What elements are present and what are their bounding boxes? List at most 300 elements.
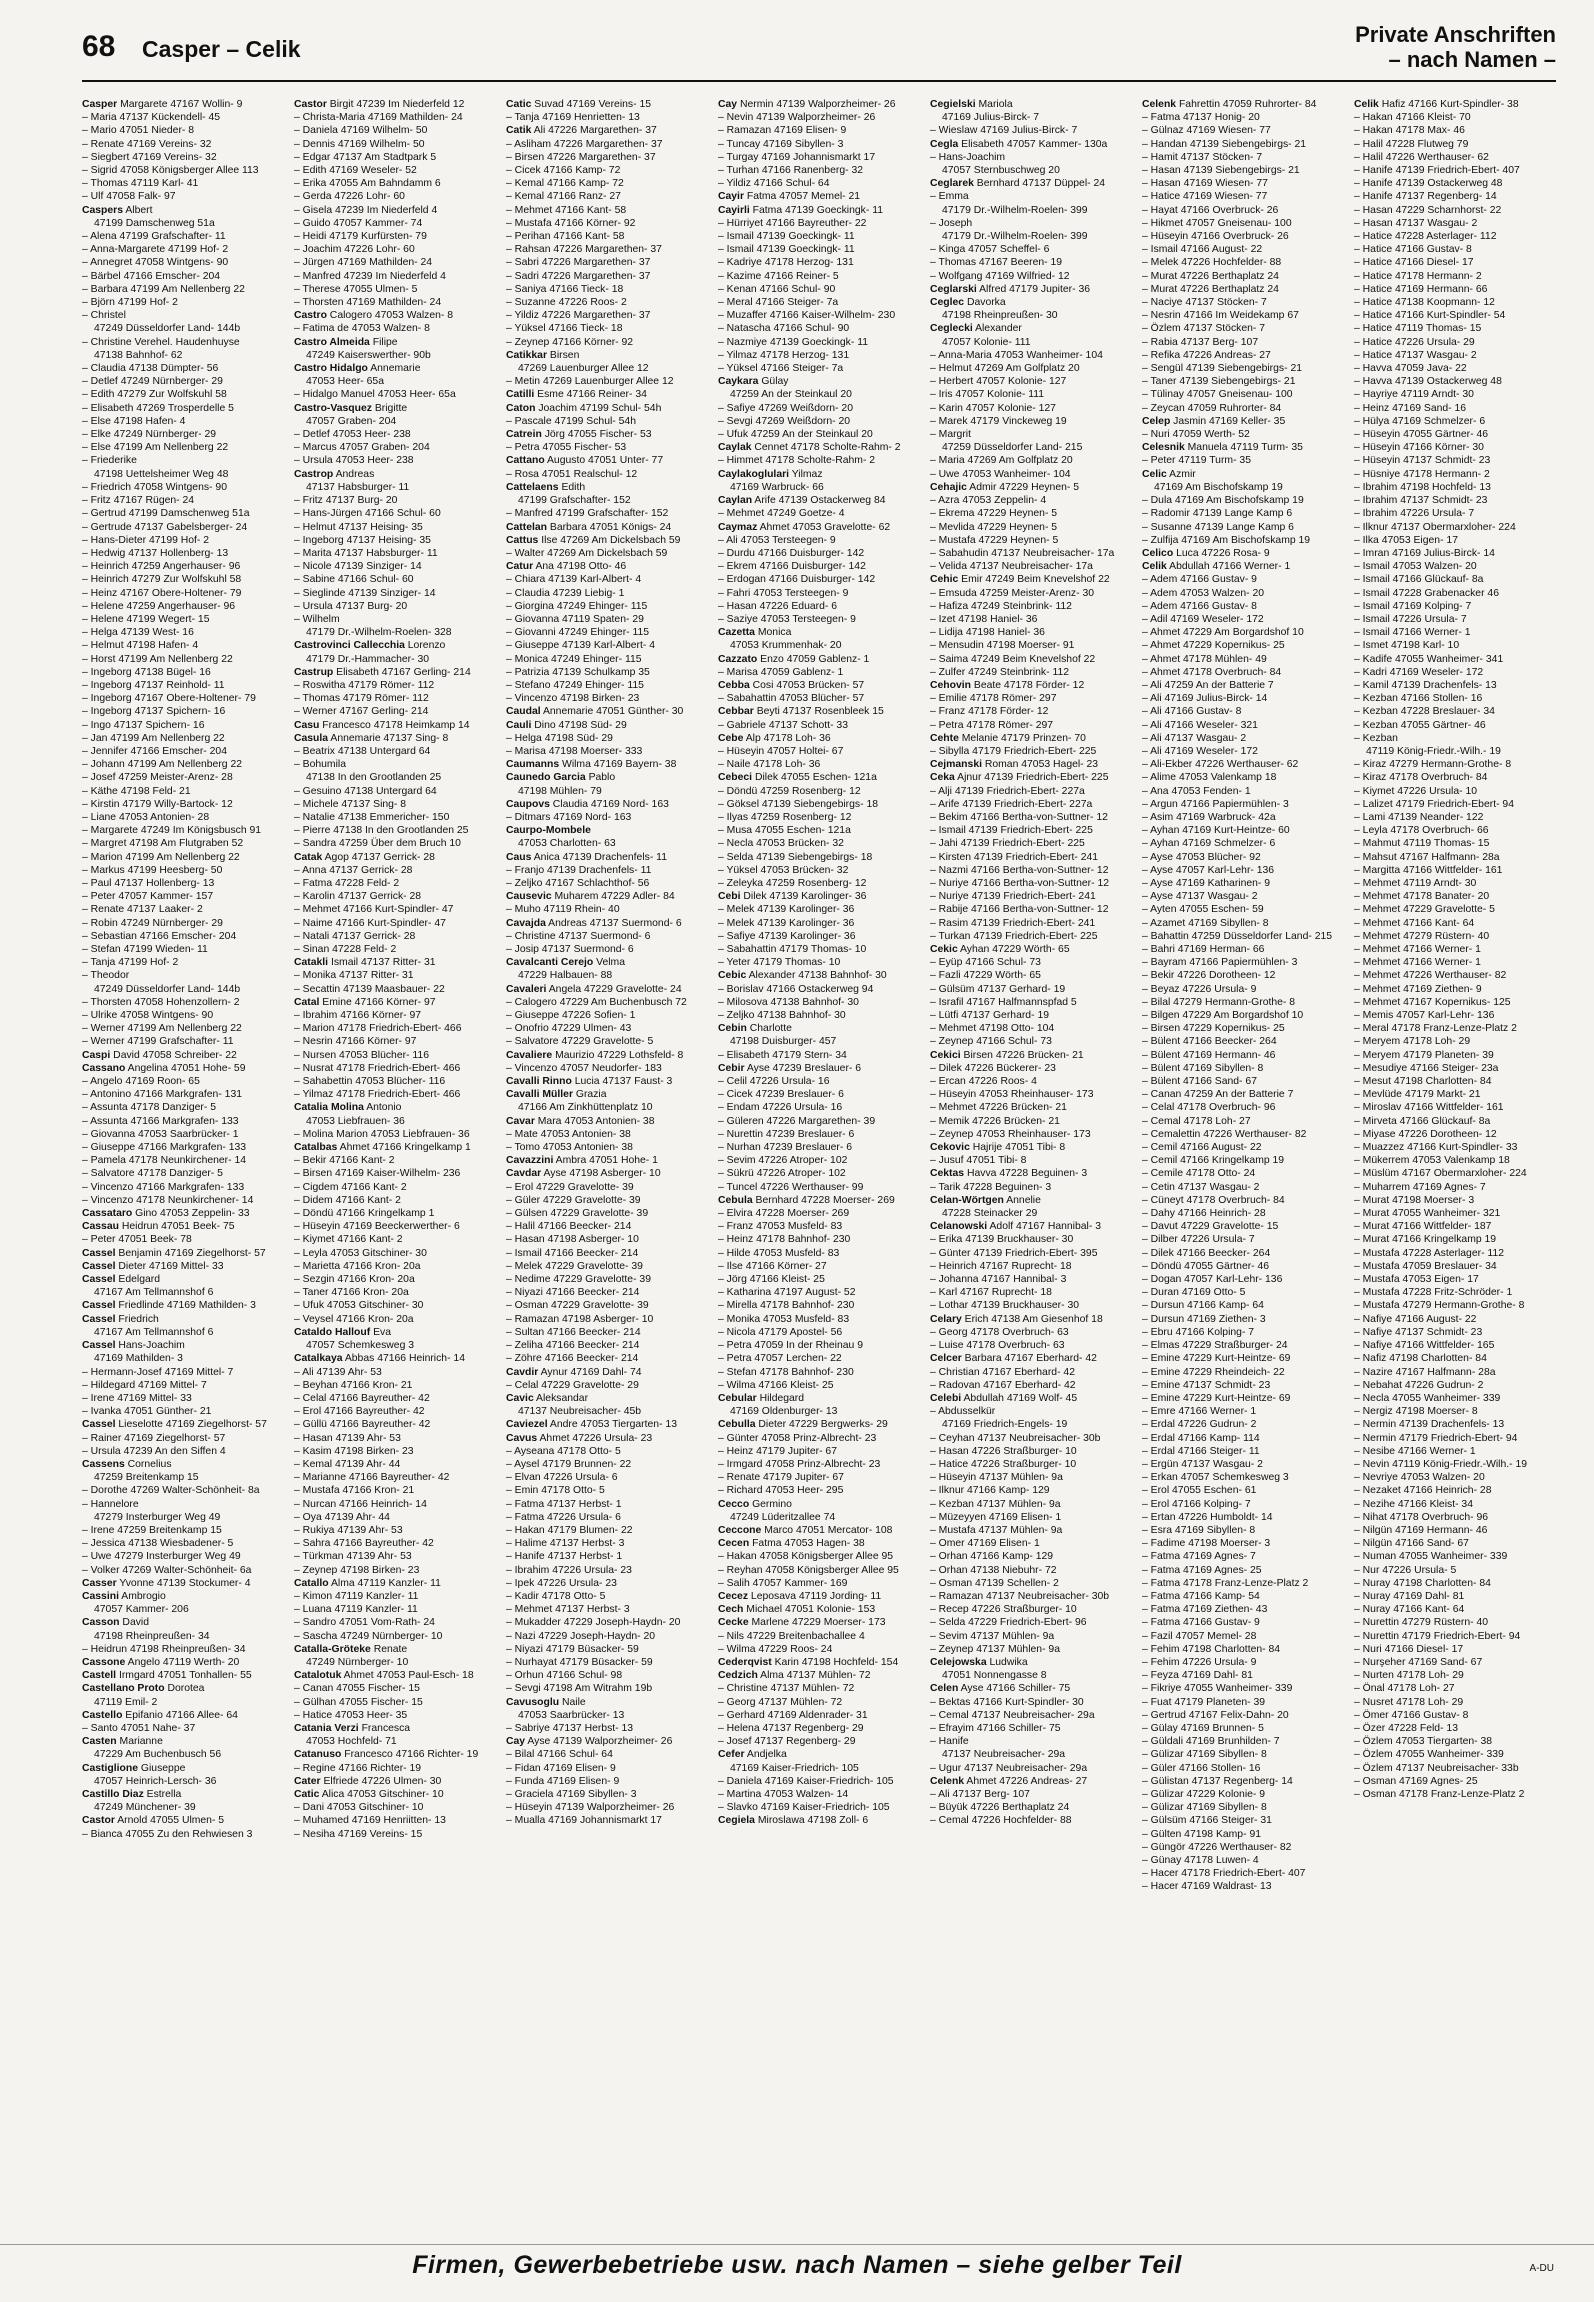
listing-entry: – Vincenzo 47178 Neunkirchener- 14 <box>82 1194 254 1206</box>
listing-entry <box>506 851 708 864</box>
entry-detail: Friedrich <box>115 1313 159 1325</box>
listing-entry: – Gerhard 47169 Aldenrader- 31 <box>718 1709 868 1721</box>
listing-entry: – Kiymet 47226 Ursula- 10 <box>1354 785 1478 797</box>
listing-entry: – Ayse 47053 Blücher- 92 <box>1142 851 1261 863</box>
listing-entry <box>718 1022 920 1035</box>
listing-entry: – Didem 47166 Kant- 2 <box>294 1194 401 1206</box>
listing-entry: – Halil 47228 Flutweg 79 <box>1354 138 1469 150</box>
entry-detail: Friedlinde 47169 Mathilden- 3 <box>115 1300 256 1312</box>
listing-entry <box>506 956 708 969</box>
listing-entry: 47137 Neubreisacher- 45b <box>518 1406 642 1418</box>
listing-entry: – Fatma 47226 Ursula- 6 <box>506 1511 621 1523</box>
listing-entry: – Helmut 47137 Heising- 35 <box>294 521 423 533</box>
entry-detail: Dorotea <box>164 1683 205 1695</box>
listing-entry: – Ergün 47137 Wasgau- 2 <box>1142 1458 1263 1470</box>
surname: Cavalli Rinno <box>506 1076 572 1088</box>
entry-detail: Benjamin 47169 Ziegelhorst- 57 <box>115 1247 266 1259</box>
listing-entry: – Sebastian 47166 Emscher- 204 <box>82 930 237 942</box>
listing-entry: – Günay 47178 Luwen- 4 <box>1142 1855 1259 1867</box>
listing-entry: – Ursula 47053 Heer- 238 <box>294 455 414 467</box>
listing-entry <box>294 362 496 375</box>
surname: Cekovic <box>930 1142 970 1154</box>
listing-entry <box>718 521 920 534</box>
listing-entry: – Rasim 47139 Friedrich-Ebert- 241 <box>930 917 1096 929</box>
listing-entry: – Hasan 47169 Wiesen- 77 <box>1142 178 1268 190</box>
surname: Cavaleri <box>506 983 547 995</box>
listing-entry: – Cigdem 47166 Kant- 2 <box>294 1181 407 1193</box>
listing-entry <box>294 732 496 745</box>
listing-entry <box>294 1141 496 1154</box>
listing-entry: – Necla 47055 Wanheimer- 339 <box>1354 1392 1501 1404</box>
listing-entry: – Ercan 47226 Roos- 4 <box>930 1076 1037 1088</box>
listing-entry: – Reyhan 47058 Königsberger Allee 95 <box>718 1564 899 1576</box>
listing-entry: – Helene 47199 Wegert- 15 <box>82 613 210 625</box>
listing-entry: – Wilma 47229 Roos- 24 <box>718 1643 833 1655</box>
listing-entry: – Helena 47137 Regenberg- 29 <box>718 1722 864 1734</box>
listing-entry: – Mustafa 47279 Hermann-Grothe- 8 <box>1354 1300 1525 1312</box>
listing-entry: – Emin 47178 Otto- 5 <box>506 1485 605 1497</box>
listing-entry: – Salvatore 47178 Danziger- 5 <box>82 1168 223 1180</box>
listing-entry: – Fehim 47226 Ursula- 9 <box>1142 1656 1257 1668</box>
listing-entry: – Dogan 47057 Karl-Lehr- 136 <box>1142 1274 1283 1286</box>
listing-entry: – Tuncel 47226 Werthauser- 99 <box>718 1181 864 1193</box>
listing-entry: – Mehmet 47166 Werner- 1 <box>1354 957 1481 969</box>
listing-entry: – Kemal 47166 Kamp- 72 <box>506 178 624 190</box>
listing-entry: – Bilgen 47229 Am Borgardshof 10 <box>1142 1010 1304 1022</box>
listing-entry: – Erdal 47166 Kamp- 114 <box>1142 1432 1260 1444</box>
listing-entry: – Hannelore <box>82 1498 139 1510</box>
listing-entry: – Radovan 47167 Eberhard- 42 <box>930 1379 1076 1391</box>
listing-entry: – Marion 47199 Am Nellenberg 22 <box>82 851 240 863</box>
surname: Caurpo-Mombele <box>506 825 591 837</box>
listing-entry: – Fatma 47137 Honig- 20 <box>1142 112 1260 124</box>
listing-entry: – Lalizet 47179 Friedrich-Ebert- 94 <box>1354 798 1514 810</box>
listing-entry: – Abdusselkür <box>930 1406 996 1418</box>
listing-entry: – Cemil 47166 Kringelkamp 19 <box>1142 1155 1285 1167</box>
listing-entry: – Israfil 47167 Halfmannspfad 5 <box>930 996 1077 1008</box>
listing-entry: – Özer 47228 Feld- 13 <box>1354 1722 1458 1734</box>
listing-entry: – Kemal 47166 Ranz- 27 <box>506 191 621 203</box>
listing-entry: – Ayten 47055 Eschen- 59 <box>1142 904 1264 916</box>
running-head: Casper – Celik <box>142 36 301 62</box>
listing-entry: – Ulrike 47058 Wintgens- 90 <box>82 1010 214 1022</box>
surname: Celik <box>1142 561 1167 573</box>
entry-detail: Elisabeth 47167 Gerling- 214 <box>333 666 471 678</box>
listing-entry: – Handan 47139 Siebengebirgs- 21 <box>1142 138 1307 150</box>
listing-entry: – Peter 47057 Kammer- 157 <box>82 891 214 903</box>
entry-detail: Andreas <box>333 468 375 480</box>
listing-entry <box>82 204 284 217</box>
listing-entry: – Katharina 47197 August- 52 <box>718 1287 856 1299</box>
listing-entry: – Heinrich 47279 Zur Wolfskuhl 58 <box>82 574 242 586</box>
listing-entry: – Melek 47139 Karolinger- 36 <box>718 917 855 929</box>
listing-columns <box>82 98 1556 2232</box>
listing-entry: – Jörg 47166 Kleist- 25 <box>718 1274 825 1286</box>
listing-entry: – Bülent 47166 Sand- 67 <box>1142 1076 1257 1088</box>
surname: Cattelaens <box>506 481 559 493</box>
listing-entry: – Nazire 47167 Halfmann- 28a <box>1354 1366 1496 1378</box>
surname: Caylakoglulari <box>718 468 790 480</box>
listing-entry: – Osman 47169 Agnes- 25 <box>1354 1775 1478 1787</box>
listing-entry <box>506 824 708 837</box>
listing-entry: – Sabahattin 47179 Thomas- 10 <box>718 944 867 955</box>
listing-entry <box>1142 98 1344 111</box>
listing-entry: – Luise 47178 Overbruch- 63 <box>930 1340 1065 1352</box>
listing-entry: – Johanna 47167 Hannibal- 3 <box>930 1274 1067 1286</box>
listing-entry: – Petra 47055 Fischer- 53 <box>506 442 627 454</box>
entry-detail: Melanie 47179 Prinzen- 70 <box>958 732 1086 744</box>
listing-entry: – Ismail 47228 Grabenacker 46 <box>1354 587 1499 599</box>
entry-detail: Muharem 47229 Adler- 84 <box>551 891 675 903</box>
listing-entry: – Pamela 47178 Neunkirchener- 14 <box>82 1155 247 1167</box>
listing-entry: – Peter 47051 Beek- 78 <box>82 1234 192 1246</box>
listing-entry: – Saniya 47166 Tieck- 18 <box>506 283 624 295</box>
listing-entry <box>718 1498 920 1511</box>
listing-entry: – Nuriye 47139 Friedrich-Ebert- 241 <box>930 891 1096 903</box>
entry-detail: Beate 47178 Förder- 12 <box>971 679 1085 691</box>
listing-entry: – Numan 47055 Wanheimer- 339 <box>1354 1551 1508 1563</box>
listing-entry: – Onofrio 47229 Ulmen- 43 <box>506 1023 632 1035</box>
surname: Castrup <box>294 666 334 678</box>
listing-column <box>506 98 708 2232</box>
listing-entry: – Hatice 47226 Ursula- 29 <box>1354 336 1475 348</box>
listing-entry: – Azra 47053 Zeppelin- 4 <box>930 495 1047 507</box>
surname: Cebir <box>718 1062 745 1074</box>
listing-entry: – Nezihe 47166 Kleist- 34 <box>1354 1498 1473 1510</box>
listing-entry <box>82 1207 284 1220</box>
listing-entry: – Daniela 47169 Kaiser-Friedrich- 105 <box>718 1775 894 1787</box>
listing-entry: – Safiye 47139 Karolinger- 36 <box>718 930 856 942</box>
listing-entry: – Leyla 47053 Gitschiner- 30 <box>294 1247 427 1259</box>
surname: Cavus <box>506 1432 538 1444</box>
surname: Ceccone <box>718 1524 762 1536</box>
listing-entry <box>930 1656 1132 1669</box>
listing-entry: – Tomo 47053 Antonien- 38 <box>506 1142 633 1154</box>
surname: Cay <box>718 99 738 110</box>
listing-entry: – Cemil 47166 August- 22 <box>1142 1142 1262 1154</box>
listing-entry: – Johann 47199 Am Nellenberg 22 <box>82 759 243 771</box>
surname: Cavajda <box>506 917 546 929</box>
entry-detail: Birsen <box>547 349 580 361</box>
listing-entry: – Bekir 47166 Kant- 2 <box>294 1155 395 1167</box>
listing-entry: – Bekir 47226 Dorotheen- 12 <box>1142 970 1276 982</box>
listing-entry: – Anna-Margarete 47199 Hof- 2 <box>82 244 229 256</box>
listing-column <box>1142 98 1344 2232</box>
listing-entry: – Emilie 47178 Römer- 297 <box>930 693 1057 705</box>
listing-entry <box>718 1590 920 1603</box>
listing-entry: – Ahmet 47178 Overbruch- 84 <box>1142 666 1282 678</box>
listing-entry <box>930 98 1132 111</box>
listing-entry <box>294 719 496 732</box>
listing-entry: – Erol 47055 Eschen- 61 <box>1142 1485 1257 1497</box>
listing-entry: – Erdal 47226 Gudrun- 2 <box>1142 1419 1257 1431</box>
listing-entry: – Murat 47166 Kringelkamp 19 <box>1354 1234 1497 1246</box>
listing-entry: – Kirsten 47139 Friedrich-Ebert- 241 <box>930 851 1099 863</box>
listing-entry: – Mustafa 47166 Körner- 92 <box>506 217 636 229</box>
listing-entry: – Zeleyka 47259 Rosenberg- 12 <box>718 877 867 889</box>
listing-entry: – Ayseana 47178 Otto- 5 <box>506 1445 621 1457</box>
listing-entry: – Günter 47139 Friedrich-Ebert- 395 <box>930 1247 1098 1259</box>
surname: Caylan <box>718 495 753 507</box>
listing-entry: – Zeycan 47059 Ruhrorter- 84 <box>1142 402 1282 414</box>
listing-entry: – Metin 47269 Lauenburger Allee 12 <box>506 376 674 388</box>
listing-entry: – Marietta 47166 Kron- 20a <box>294 1260 421 1272</box>
listing-entry: – Monica 47249 Ehinger- 115 <box>506 653 642 665</box>
entry-detail: Marlene 47229 Moerser- 173 <box>748 1617 886 1629</box>
listing-entry: – Ekrem 47166 Duisburger- 142 <box>718 561 866 573</box>
listing-entry: – Ramazan 47169 Elisen- 9 <box>718 125 847 137</box>
listing-entry: – Molina Marion 47053 Liebfrauen- 36 <box>294 1128 470 1140</box>
listing-entry: – Franjo 47139 Drachenfels- 11 <box>506 864 652 876</box>
listing-entry: – Cemile 47178 Otto- 24 <box>1142 1168 1256 1180</box>
listing-entry: – Sabri 47226 Margarethen- 37 <box>506 257 651 269</box>
listing-entry: – Kiymet 47166 Kant- 2 <box>294 1234 403 1246</box>
entry-detail: Fahrettin 47059 Ruhrorter- 84 <box>1176 99 1317 110</box>
listing-entry: – Sezgin 47166 Kron- 20a <box>294 1274 415 1286</box>
listing-entry: – Irmgard 47058 Prinz-Albrecht- 23 <box>718 1458 881 1470</box>
listing-entry: – Mehmet 47166 Kurt-Spindler- 47 <box>294 904 454 916</box>
listing-entry: – Hatice 47226 Straßburger- 10 <box>930 1458 1077 1470</box>
listing-entry: – Gabriele 47137 Schott- 33 <box>718 719 848 731</box>
listing-entry: – Mehmet 47166 Kant- 58 <box>506 204 627 216</box>
listing-entry <box>718 468 920 481</box>
listing-entry: – Hüseyin 47055 Gärtner- 46 <box>1354 429 1489 441</box>
entry-detail: Dilek 47055 Eschen- 121a <box>752 772 877 784</box>
section-title <box>1355 22 1556 72</box>
entry-detail: Ambrogio <box>118 1590 166 1602</box>
listing-entry: – Davut 47229 Gravelotte- 15 <box>1142 1221 1279 1233</box>
listing-entry: – Angelo 47169 Roon- 65 <box>82 1076 200 1088</box>
listing-entry: – Ufuk 47053 Gitschiner- 30 <box>294 1300 424 1312</box>
listing-entry: – Saziye 47053 Tersteegen- 9 <box>718 613 856 625</box>
listing-entry: – Hatice 47053 Heer- 35 <box>294 1709 408 1721</box>
listing-entry: – Tuncay 47169 Sibyllen- 3 <box>718 138 844 150</box>
listing-entry: 47198 Rheinpreußen- 30 <box>942 310 1058 322</box>
listing-entry: – Taner 47166 Kron- 20a <box>294 1287 409 1299</box>
listing-entry <box>294 309 496 322</box>
listing-entry: – Nurettin 47279 Rüstern- 40 <box>1354 1617 1489 1629</box>
surname: Caunedo Garcia <box>506 772 586 784</box>
listing-entry: – Mesudiye 47166 Steiger- 23a <box>1354 1062 1499 1074</box>
listing-entry: – Hatice 47137 Wasgau- 2 <box>1354 349 1477 361</box>
listing-entry: – Heinrich 47167 Ruprecht- 18 <box>930 1260 1072 1272</box>
entry-detail: Grazia <box>573 1089 607 1101</box>
listing-entry: – Rabije 47166 Bertha-von-Suttner- 12 <box>930 904 1109 916</box>
listing-entry: – Sevgi 47198 Am Witrahm 19b <box>506 1683 653 1695</box>
surname: Cebba <box>718 679 750 691</box>
listing-entry: – Ahmet 47229 Am Borgardshof 10 <box>1142 627 1304 639</box>
entry-detail: Ahmet 47226 Andreas- 27 <box>964 1775 1088 1787</box>
listing-entry <box>718 890 920 903</box>
listing-entry: – Kezban <box>1354 732 1398 744</box>
listing-entry: – Sabine 47166 Schul- 60 <box>294 574 414 586</box>
entry-detail: Alp 47178 Loh- 36 <box>743 732 831 744</box>
listing-entry <box>506 1088 708 1101</box>
listing-entry: – Elvira 47228 Moerser- 269 <box>718 1208 850 1220</box>
surname: Cayirli <box>718 204 750 216</box>
listing-entry: – Emine 47229 Kurt-Heintze- 69 <box>1142 1353 1291 1365</box>
listing-entry: – Hatice 47169 Hermann- 66 <box>1354 283 1488 295</box>
listing-entry: – Ali-Ekber 47226 Werthauser- 62 <box>1142 759 1299 771</box>
listing-entry: – Jürgen 47169 Mathilden- 24 <box>294 257 433 269</box>
listing-entry: – Meryem 47178 Loh- 29 <box>1354 1036 1471 1048</box>
listing-entry: – Petra 47059 In der Rheinau 9 <box>718 1340 863 1352</box>
footer-note: Firmen, Gewerbebetriebe usw. nach Namen – siehe gelber Teil <box>412 2251 1182 2279</box>
entry-detail: Marco 47051 Mercator- 108 <box>761 1524 893 1536</box>
listing-entry: – Zeynep 47053 Rheinhauser- 173 <box>930 1128 1091 1140</box>
surname: Castrovinci Callecchia <box>294 640 405 652</box>
listing-entry: – Refika 47226 Andreas- 27 <box>1142 349 1271 361</box>
listing-entry: – Yeter 47179 Thomas- 10 <box>718 957 841 969</box>
listing-entry <box>506 1392 708 1405</box>
listing-entry: – Uwe 47053 Wanheimer- 104 <box>930 468 1071 480</box>
listing-entry: – Alji 47139 Friedrich-Ebert- 227a <box>930 785 1085 797</box>
entry-detail: Joachim 47199 Schul- 54h <box>535 402 662 414</box>
listing-entry: – Gülizar 47169 Sibyllen- 8 <box>1142 1749 1267 1761</box>
listing-entry: – Hans-Joachim <box>930 151 1006 163</box>
listing-entry: – Zeynep 47137 Mühlen- 9a <box>930 1643 1060 1655</box>
listing-entry: – Gertrud 47167 Felix-Dahn- 20 <box>1142 1709 1289 1721</box>
listing-entry: – Ayse 47137 Wasgau- 2 <box>1142 891 1258 903</box>
listing-entry: – Thorsten 47058 Hohenzollern- 2 <box>82 996 240 1008</box>
listing-entry <box>82 1313 284 1326</box>
entry-detail: Germino <box>749 1498 792 1510</box>
listing-entry: – Thomas 47119 Karl- 41 <box>82 178 199 190</box>
entry-detail: Ismail 47137 Ritter- 31 <box>328 957 436 969</box>
listing-entry: 47179 Dr.-Wilhelm-Roelen- 399 <box>942 204 1088 216</box>
listing-entry: – Edith 47169 Weseler- 52 <box>294 165 417 177</box>
listing-entry: – Liane 47053 Antonien- 28 <box>82 811 210 823</box>
listing-entry: – Nazi 47229 Joseph-Haydn- 20 <box>506 1630 656 1642</box>
surname: Catalla-Gröteke <box>294 1643 371 1655</box>
listing-entry: – Ana 47053 Fenden- 1 <box>1142 785 1251 797</box>
surname: Cebeci <box>718 772 753 784</box>
surname: Cassens <box>82 1458 125 1470</box>
listing-entry: – Robin 47249 Nürnberger- 29 <box>82 917 223 929</box>
listing-entry: 47053 Hochfeld- 71 <box>306 1736 397 1748</box>
listing-entry: – Nermin 47139 Drachenfels- 13 <box>1354 1419 1505 1431</box>
entry-detail: Margarete 47167 Wollin- 9 <box>117 99 243 110</box>
listing-entry: – Mehmet 47167 Kopernikus- 125 <box>1354 996 1511 1008</box>
listing-entry: – Ivanka 47051 Günther- 21 <box>82 1406 212 1418</box>
listing-entry <box>506 560 708 573</box>
listing-entry: – Ilse 47166 Körner- 27 <box>718 1260 827 1272</box>
listing-entry: – Kezban 47137 Mühlen- 9a <box>930 1498 1061 1510</box>
listing-entry <box>294 1326 496 1339</box>
listing-entry: – Hasan 47139 Ahr- 53 <box>294 1432 401 1444</box>
listing-entry: – Ömer 47166 Gustav- 8 <box>1354 1709 1469 1721</box>
listing-entry: – Nergiz 47198 Moerser- 8 <box>1354 1406 1478 1418</box>
listing-entry: – Ipek 47226 Ursula- 23 <box>506 1577 617 1589</box>
listing-entry: – Hüseyin 47053 Rheinhauser- 173 <box>930 1089 1094 1101</box>
surname: Cay <box>506 1736 526 1748</box>
listing-entry: – Mevlüde 47179 Markt- 21 <box>1354 1089 1481 1101</box>
listing-entry: – Monika 47053 Musfeld- 83 <box>718 1313 850 1325</box>
listing-entry: – Sevim 47226 Atroper- 102 <box>718 1155 848 1167</box>
listing-entry: – Manfred 47239 Im Niederfeld 4 <box>294 270 446 282</box>
listing-entry: – Leyla 47178 Overbruch- 66 <box>1354 825 1489 837</box>
listing-entry: – Joachim 47226 Lohr- 60 <box>294 244 415 256</box>
entry-detail: Manuela 47119 Turm- 35 <box>1184 442 1303 454</box>
listing-entry: – Ismet 47198 Karl- 10 <box>1354 640 1460 652</box>
listing-entry: 47169 Oldenburger- 13 <box>730 1406 838 1418</box>
surname: Cebula <box>718 1194 753 1206</box>
listing-entry <box>718 1418 920 1431</box>
listing-entry: – Hakan 47058 Königsberger Allee 95 <box>718 1551 894 1563</box>
listing-entry: – Nazmiye 47139 Goeckingk- 11 <box>718 336 868 348</box>
listing-entry: – Heinz 47179 Jupiter- 67 <box>718 1445 837 1457</box>
surname: Catania Verzi <box>294 1722 359 1734</box>
listing-entry: – Mehmet 47279 Rüstern- 40 <box>1354 930 1490 942</box>
listing-entry: – Celal 47178 Overbruch- 96 <box>1142 1102 1276 1114</box>
listing-entry: – Ahmet 47229 Kopernikus- 25 <box>1142 640 1285 652</box>
listing-entry: – Nafiye 47166 August- 22 <box>1354 1313 1477 1325</box>
surname: Catalotuk <box>294 1670 342 1682</box>
listing-entry: 47179 Dr.-Hammacher- 30 <box>306 653 430 665</box>
surname: Cecen <box>718 1538 750 1550</box>
surname: Caspers <box>82 204 124 216</box>
entry-detail: Emine 47166 Körner- 97 <box>319 996 436 1008</box>
surname: Cassone <box>82 1656 126 1668</box>
listing-entry: – Kazime 47166 Reiner- 5 <box>718 270 839 282</box>
listing-entry: – Mahsut 47167 Halfmann- 28a <box>1354 851 1500 863</box>
listing-entry: – Natalie 47138 Emmericher- 150 <box>294 811 450 823</box>
listing-entry: – Bahattin 47259 Düsseldorfer Land- 215 <box>1142 930 1333 942</box>
listing-entry: – Mukadder 47229 Joseph-Haydn- 20 <box>506 1617 681 1629</box>
listing-entry: – Halime 47137 Herbst- 3 <box>506 1538 625 1550</box>
listing-entry: – Ebru 47166 Kolping- 7 <box>1142 1326 1255 1338</box>
listing-entry: – Edith 47279 Zur Wolfskuhl 58 <box>82 389 227 401</box>
listing-entry: – Safiye 47269 Weißdorn- 20 <box>718 402 853 414</box>
listing-entry: 47169 Warbruck- 66 <box>730 481 824 493</box>
listing-entry: – Else 47199 Am Nellenberg 22 <box>82 442 229 454</box>
listing-entry: – Guido 47057 Kammer- 74 <box>294 217 423 229</box>
listing-entry <box>1142 560 1344 573</box>
listing-entry: – Orhan 47138 Niebuhr- 72 <box>930 1564 1057 1576</box>
header-rule <box>82 80 1556 82</box>
listing-entry <box>930 758 1132 771</box>
listing-entry: – Mahmut 47119 Thomas- 15 <box>1354 838 1490 850</box>
listing-entry: – Eyüp 47166 Schul- 73 <box>930 957 1041 969</box>
listing-entry: – Hacer 47169 Waldrast- 13 <box>1142 1881 1272 1893</box>
listing-entry <box>930 1194 1132 1207</box>
surname: Casson <box>82 1617 120 1629</box>
surname: Catalkaya <box>294 1353 343 1365</box>
listing-entry: – Thomas 47179 Römer- 112 <box>294 693 429 705</box>
surname: Castellano Proto <box>82 1683 165 1695</box>
surname: Casula <box>294 732 329 744</box>
entry-detail: Ajnur 47139 Friedrich-Ebert- 225 <box>954 772 1109 784</box>
listing-entry: – Bülent 47166 Beecker- 264 <box>1142 1036 1277 1048</box>
listing-entry: – Miroslav 47166 Wittfelder- 161 <box>1354 1102 1504 1114</box>
listing-entry: – Meryem 47179 Planeten- 39 <box>1354 1049 1494 1061</box>
listing-entry: – Muhamed 47169 Henriitten- 13 <box>294 1815 446 1827</box>
listing-entry: – Markus 47199 Heesberg- 50 <box>82 864 223 876</box>
listing-entry: 47053 Heer- 65a <box>306 376 384 388</box>
listing-entry: – Mehmet 47229 Gravelotte- 5 <box>1354 904 1495 916</box>
listing-entry: 47269 Lauenburger Allee 12 <box>518 363 649 375</box>
listing-entry: – Josef 47259 Meister-Arenz- 28 <box>82 772 233 784</box>
listing-entry: – Orhan 47166 Kamp- 129 <box>930 1551 1054 1563</box>
listing-entry: – Irene 47169 Mittel- 33 <box>82 1392 192 1404</box>
listing-entry: – Mehmet 47119 Arndt- 30 <box>1354 877 1477 889</box>
listing-entry: – Duran 47169 Otto- 5 <box>1142 1287 1246 1299</box>
listing-entry: – Murat 47226 Berthaplatz 24 <box>1142 283 1279 295</box>
listing-entry: – Giovanna 47053 Saarbrücker- 1 <box>82 1128 239 1140</box>
listing-entry: – Adem 47053 Walzen- 20 <box>1142 587 1265 599</box>
listing-entry: – Assunta 47166 Markgrafen- 133 <box>82 1115 239 1127</box>
listing-entry <box>718 190 920 203</box>
